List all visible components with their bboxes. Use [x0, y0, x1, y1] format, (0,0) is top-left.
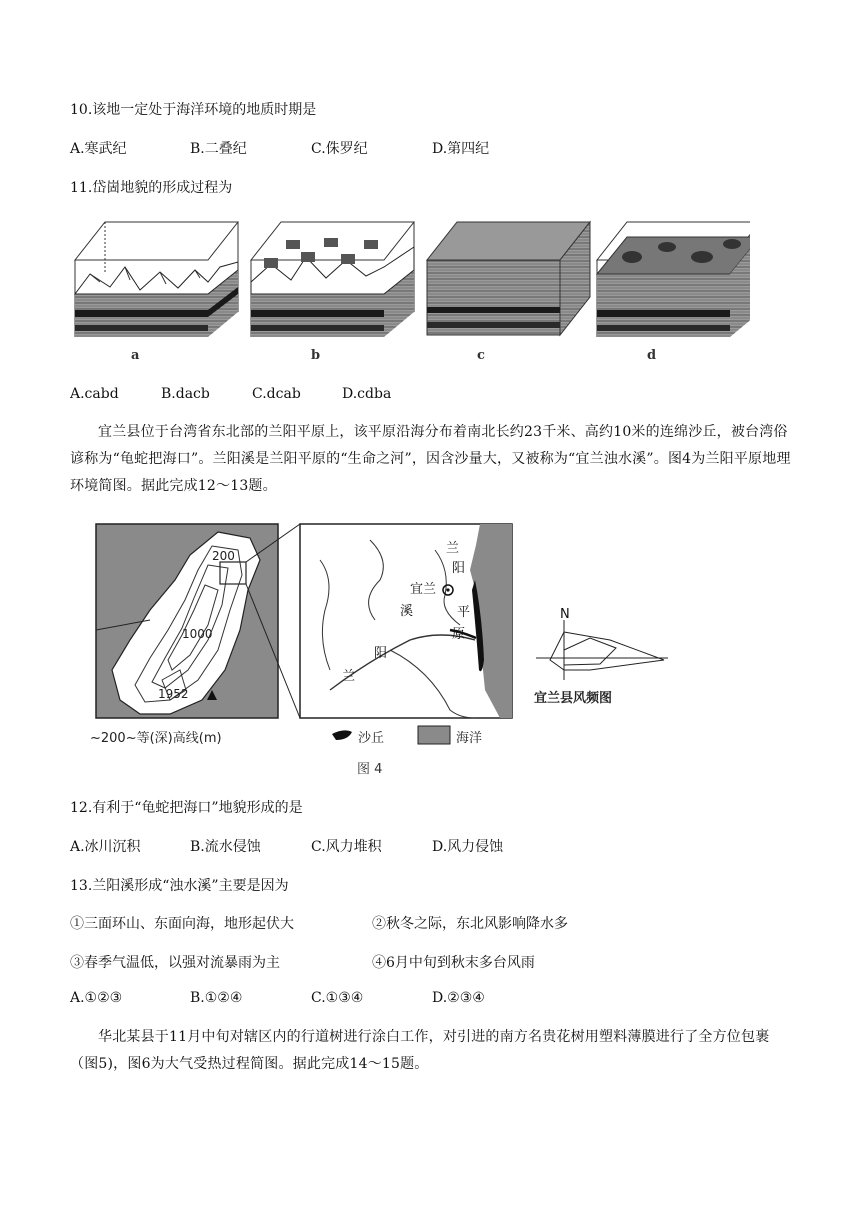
block-d [597, 222, 750, 337]
block-b [251, 222, 414, 337]
contour-legend: ~200~等(深)高线(m) [90, 731, 222, 746]
q13-statement-1: ①三面环山、东面向海，地形起伏大 [70, 916, 294, 932]
taiwan-contour-map [96, 524, 278, 718]
q12-stem: 12.有利于“龟蛇把海口”地貌形成的是 [70, 800, 303, 816]
label-ping: 平 [457, 605, 471, 620]
q10-option-a: A.寒武纪 [70, 141, 127, 157]
q11-option-c: C.dcab [252, 386, 301, 402]
q13-statement-4: ④6月中旬到秋末多台风雨 [372, 955, 535, 971]
q13-option-d: D.②③④ [432, 990, 485, 1006]
q10-option-c: C.侏罗纪 [311, 141, 368, 157]
passage-yilan: 宜兰县位于台湾省东北部的兰阳平原上，该平原沿海分布着南北长约23千米、高约10米的连绵沙丘，被台湾俗谚称为“龟蛇把海口”。兰阳溪是兰阳平原的“生命之河”，因含沙量大，又被称为“宜兰浊水溪”。图4为兰阳平原地理环境简图。据此完成12～13题。 [70, 424, 791, 494]
q10-option-b: B.二叠纪 [190, 141, 247, 157]
q13-option-c: C.①③④ [311, 990, 364, 1006]
q11-stem: 11.岱崮地貌的形成过程为 [70, 180, 233, 196]
q13-option-b: B.①②④ [190, 990, 243, 1006]
q10-stem: 10.该地一定处于海洋环境的地质时期是 [70, 102, 317, 118]
label-yilan: 宜兰 [410, 582, 437, 597]
q11-option-a: A.cabd [70, 386, 119, 402]
q11-option-d: D.cdba [342, 386, 392, 402]
contour-label-1952: 1952 [158, 687, 189, 701]
figure-4-caption: 图 4 [357, 762, 383, 777]
contour-label-1000: 1000 [182, 627, 213, 641]
label-lan-top: 兰 [446, 541, 460, 556]
label-yuan: 原 [452, 627, 466, 642]
figure-4-map [90, 520, 690, 750]
label-yang-top: 阳 [452, 561, 466, 576]
block-label-c: c [477, 348, 485, 363]
q10-option-d: D.第四纪 [432, 141, 490, 157]
q12-option-a: A.冰川沉积 [70, 839, 141, 855]
wind-frequency-rose [534, 607, 668, 706]
map-legend [332, 726, 482, 746]
q12-option-b: B.流水侵蚀 [190, 839, 261, 855]
passage-north-china: 华北某县于11月中旬对辖区内的行道树进行涂白工作，对引进的南方名贵花树用塑料薄膜进行了全方位包裹（图5)，图6为大气受热过程简图。据此完成14～15题。 [70, 1029, 770, 1072]
q13-stem: 13.兰阳溪形成“浊水溪”主要是因为 [70, 878, 289, 894]
q12-option-c: C.风力堆积 [311, 839, 382, 855]
legend-dune-label: 沙丘 [358, 731, 385, 746]
contour-label-200: 200 [212, 549, 235, 563]
q13-statement-2: ②秋冬之际，东北风影响降水多 [372, 916, 568, 932]
label-lan: 兰 [342, 669, 356, 684]
wind-rose-north: N [560, 607, 570, 622]
legend-ocean-label: 海洋 [456, 731, 483, 746]
lanyang-plain-map [300, 524, 512, 718]
q11-option-b: B.dacb [161, 386, 210, 402]
block-label-b: b [311, 348, 321, 363]
block-c [427, 222, 590, 335]
label-yang: 阳 [374, 646, 388, 661]
q13-option-a: A.①②③ [70, 990, 123, 1006]
block-label-a: a [131, 348, 140, 363]
block-label-d: d [647, 348, 657, 363]
wind-rose-caption: 宜兰县风频图 [534, 691, 613, 706]
q13-statement-3: ③春季气温低，以强对流暴雨为主 [70, 955, 280, 971]
block-a [75, 222, 238, 337]
q12-option-d: D.风力侵蚀 [432, 839, 504, 855]
landform-block-diagrams [70, 212, 750, 347]
label-xi: 溪 [400, 604, 414, 619]
